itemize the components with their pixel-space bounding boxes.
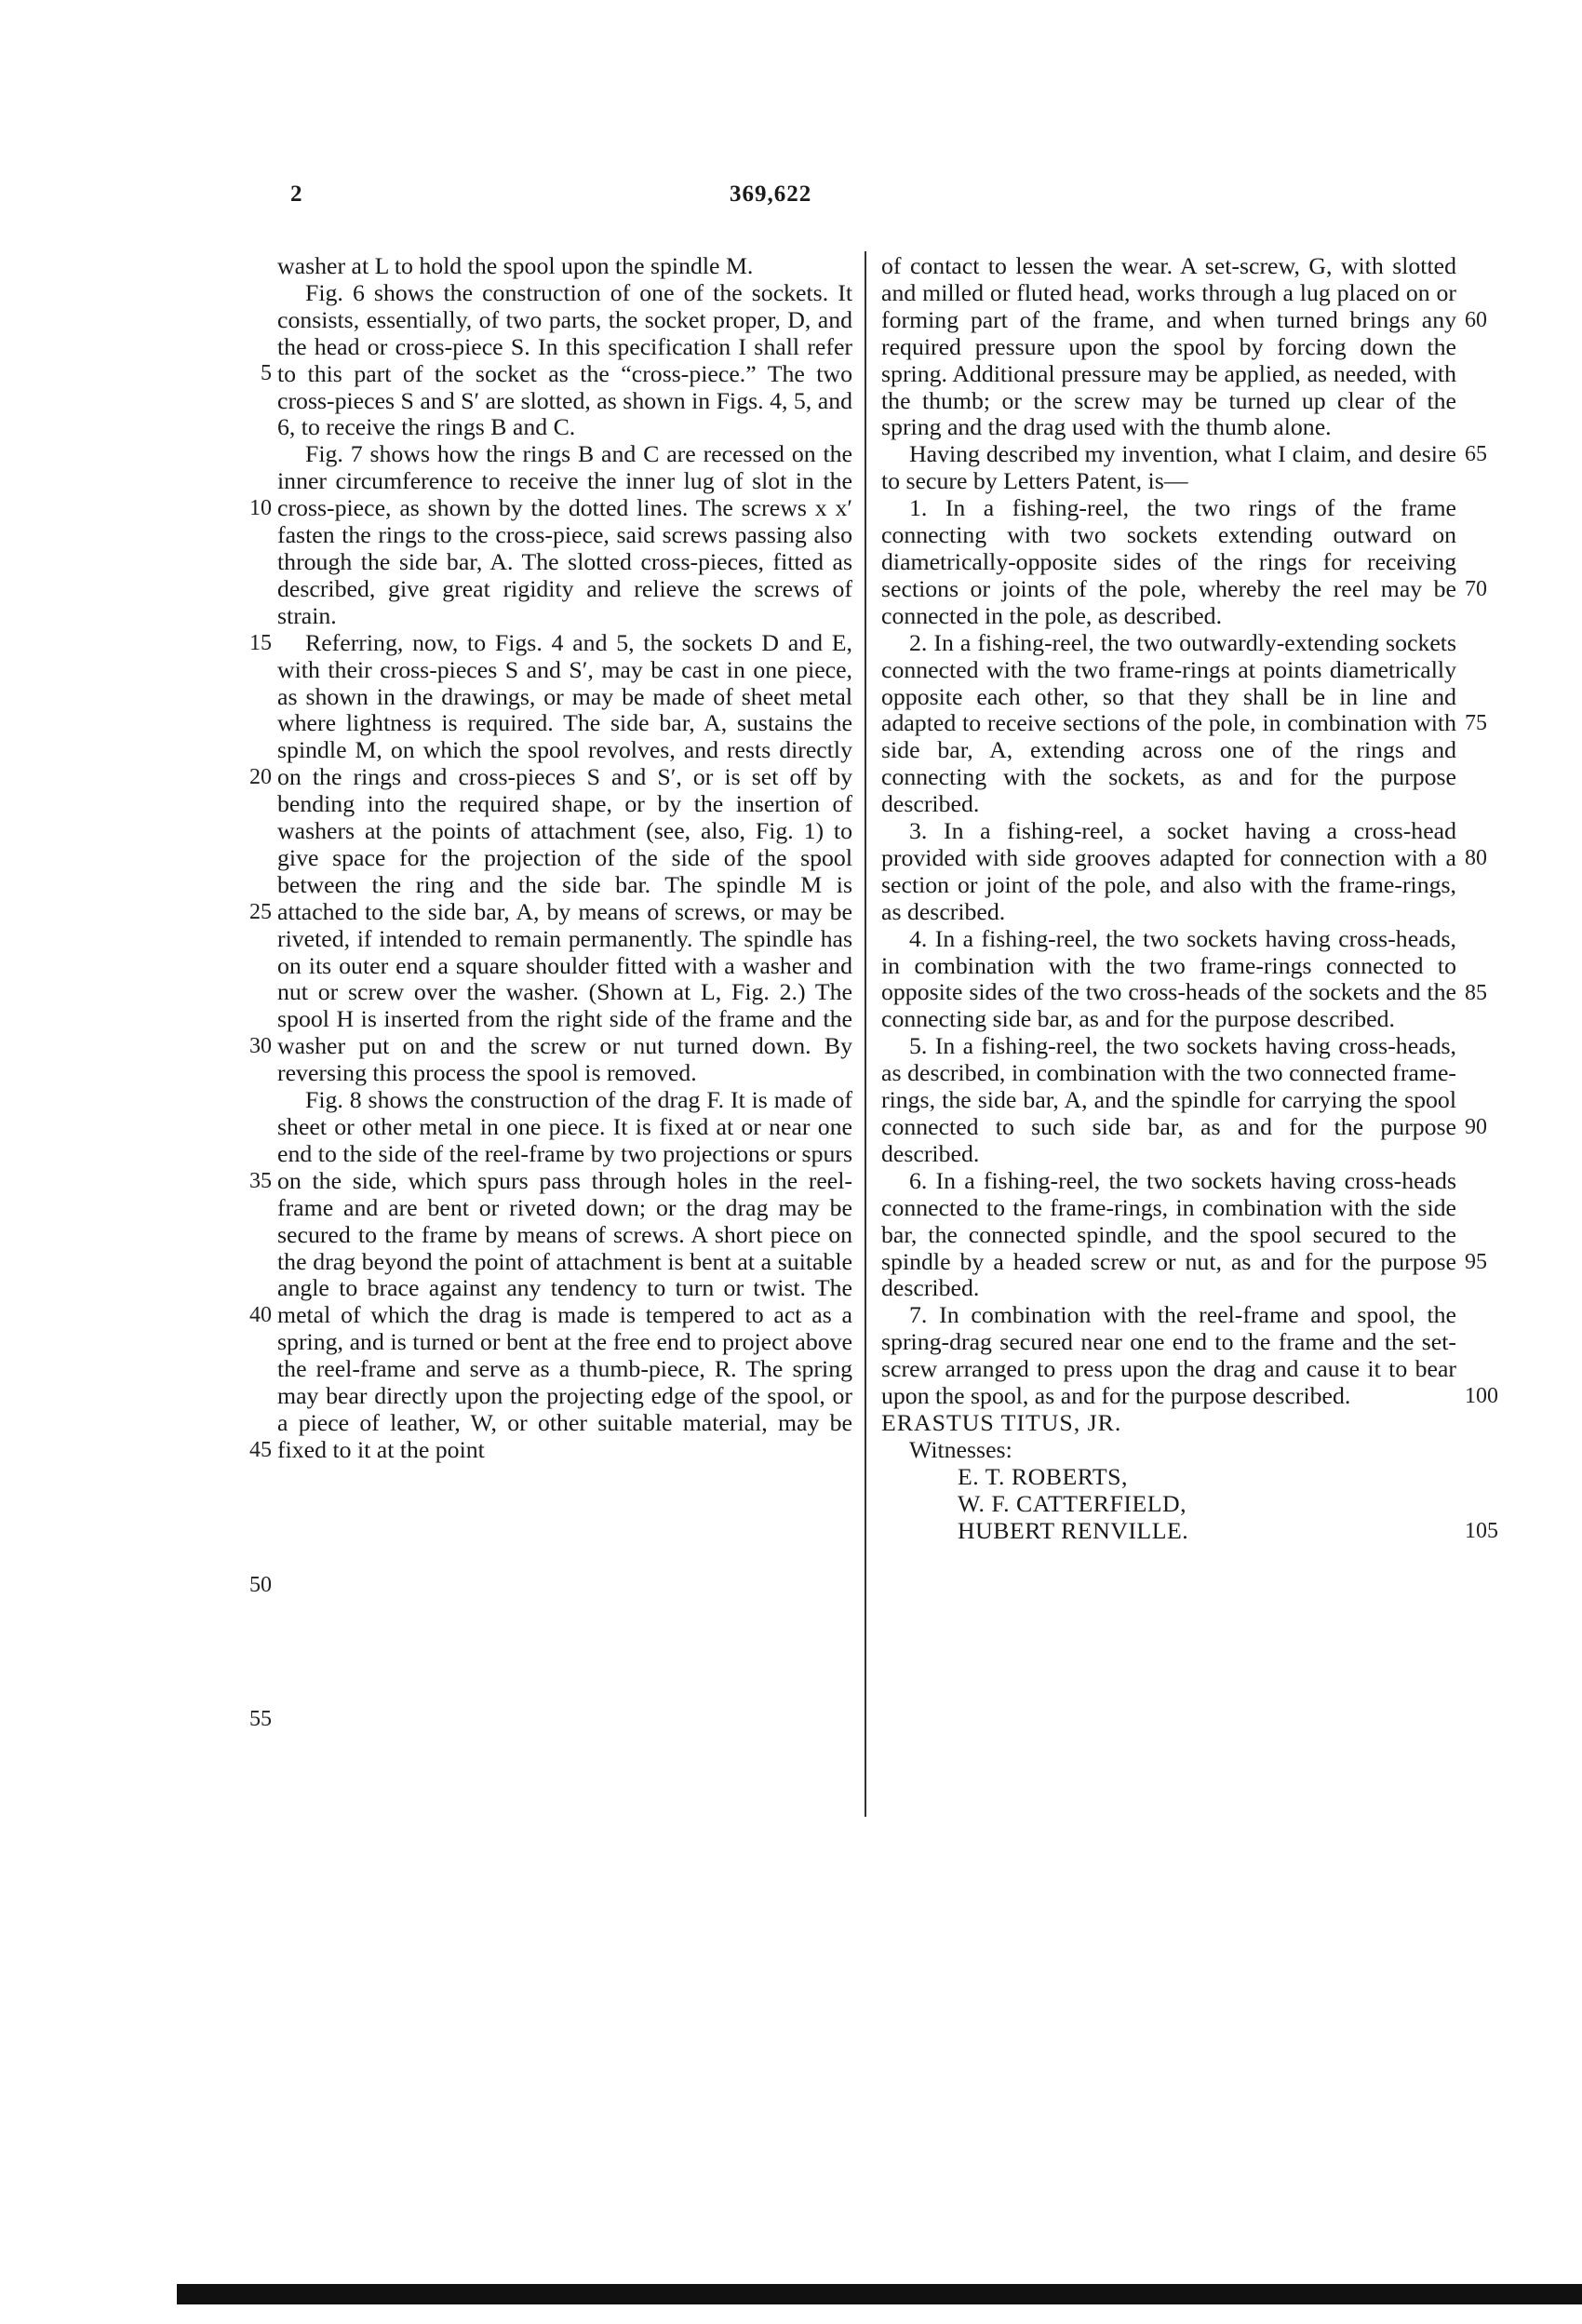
paragraph: Referring, now, to Figs. 4 and 5, the sockets D and E, with their cross-pieces S and S′, may be cast in one piece, as shown in the drawings, or may be made of sheet metal where lightness is required. The side bar, A, sustains the spindle M, on which the spool revolves, and rests directly on the rings and cross-pieces S and S′, or is set off by bending into the required shape, or by the insertion of washers at the points of attachment (see, also, Fig. 1) to give space for the projection of the side of the spool between the ring and the side bar. The spindle M is attached to the side bar, A, by means of screws, or may be riveted, if intended to remain permanently. The spindle has on its outer end a square shoulder fitted with a washer and nut or screw over the washer. (Shown at L, Fig. 2.) The spool H is inserted from the right side of the frame and the washer put on and the screw or nut turned down. By reversing this process the spool is removed. [277,628,852,1087]
line-number: 105 [1465,1519,1498,1543]
line-number: 20 [249,765,272,789]
claim: 4. In a fishing-reel, the two sockets having cross-heads, in combination with the two frame-rings connected to opposite sides of the two cross-heads of the sockets and the connecting side bar, as and for the purpose described. [881,924,1456,1033]
line-number: 100 [1465,1384,1498,1408]
claim: 6. In a fishing-reel, the two sockets having cross-heads connected to the frame-rings, in combination with the side bar, the connected spindle, and the spool secured to the spindle by a headed screw or nut, as and for the purpose described. [881,1166,1456,1302]
right-column [881,253,1456,1545]
line-number: 45 [249,1438,272,1462]
paragraph: of contact to lessen the wear. A set-screw, G, with slotted and milled or fluted head, works through a lug placed on or forming part of the frame, and when turned brings any required pressure upon the spool by forcing down the spring. Additional pressure may be applied, as needed, with the thumb; or the screw may be turned up clear of the spring and the drag used with the thumb alone. [881,252,1456,441]
paragraph: Fig. 6 shows the construction of one of the sockets. It consists, essentially, of two parts, the socket proper, D, and the head or cross-piece S. In this specification I shall refer to this part of the socket as the “cross-piece.” The two cross-pieces S and S′ are slotted, as shown in Figs. 4, 5, and 6, to receive the rings B and C. [277,278,852,441]
claim: 1. In a fishing-reel, the two rings of the frame connecting with two sockets extending outward on diametrically-opposite sides of the rings for receiving sections or joints of the pole, whereby the reel may be connected in the pole, as described. [881,494,1456,629]
line-number: 90 [1465,1115,1487,1139]
line-number: 30 [249,1034,272,1058]
line-number: 95 [1465,1250,1487,1274]
line-number: 35 [249,1169,272,1193]
left-column [277,253,852,1464]
line-number: 65 [1465,442,1487,466]
claim: 2. In a fishing-reel, the two outwardly-extending sockets connected with the two frame-rings at points diametrically opposite each other, so that they shall be in line and adapted to receive sections of the pole, in combination with side bar, A, extending across one of the rings and connecting with the sockets, as and for the purpose described. [881,628,1456,818]
line-number: 15 [249,631,272,655]
claim: 3. In a fishing-reel, a socket having a cross-head provided with side grooves adapted for connection with a section or joint of the pole, and also with the frame-rings, as described. [881,817,1456,925]
line-number: 40 [249,1303,272,1327]
line-number: 70 [1465,577,1487,601]
witness-name: E. T. ROBERTS, [958,1462,1128,1490]
line-number: 60 [1465,308,1487,332]
paragraph: washer at L to hold the spool upon the spindle M. [277,252,754,279]
claims-intro: Having described my invention, what I claim, and desire to secure by Letters Patent, is— [881,440,1456,495]
witness-name: HUBERT RENVILLE. [958,1516,1189,1544]
line-number: 85 [1465,981,1487,1005]
witness-name: W. F. CATTERFIELD, [958,1489,1187,1517]
line-number: 75 [1465,711,1487,735]
patent-number: 369,622 [730,181,812,207]
paragraph: Fig. 8 shows the construction of the drag F. It is made of sheet or other metal in one piece. It is fixed at or near one end to the side of the reel-frame by two projections or spurs on the side, which spurs pass through holes in the reel-frame and are bent or riveted down; or the drag may be secured to the frame by means of screws. A short piece on the drag beyond the point of attachment is bent at a suitable angle to brace against any tendency to turn or twist. The metal of which the drag is made is tempered to act as a spring, and is turned or bent at the free end to project above the reel-frame and serve as a thumb-piece, R. The spring may bear directly upon the projecting edge of the spool, or a piece of leather, W, or other suitable material, may be fixed to it at the point [277,1086,852,1463]
line-number: 50 [249,1573,272,1597]
paragraph: Fig. 7 shows how the rings B and C are recessed on the inner circumference to receive the inner lug of slot in the cross-piece, as shown by the dotted lines. The screws x x′ fasten the rings to the cross-piece, said screws passing also through the side bar, A. The slotted cross-pieces, fitted as described, give great rigidity and relieve the screws of strain. [277,440,852,629]
inventor-signature: ERASTUS TITUS, JR. [881,1408,1122,1436]
line-number: 5 [261,361,272,385]
line-number: 55 [249,1707,272,1731]
page-number: 2 [290,181,303,207]
column-divider [865,251,866,1817]
claim: 5. In a fishing-reel, the two sockets having cross-heads, as described, in combination with the two connected frame-rings, the side bar, A, and the spindle for carrying the spool connected to such side bar, as and for the purpose described. [881,1032,1456,1167]
line-number: 25 [249,900,272,924]
claim: 7. In combination with the reel-frame and spool, the spring-drag secured near one end to the frame and the set-screw arranged to press upon the drag and cause it to bear upon the spool, as and for the purpose described. [881,1301,1456,1410]
line-number: 10 [249,496,272,520]
line-number: 80 [1465,846,1487,870]
witnesses-label: Witnesses: [909,1435,1012,1463]
scan-edge-bar [177,2284,1582,2304]
